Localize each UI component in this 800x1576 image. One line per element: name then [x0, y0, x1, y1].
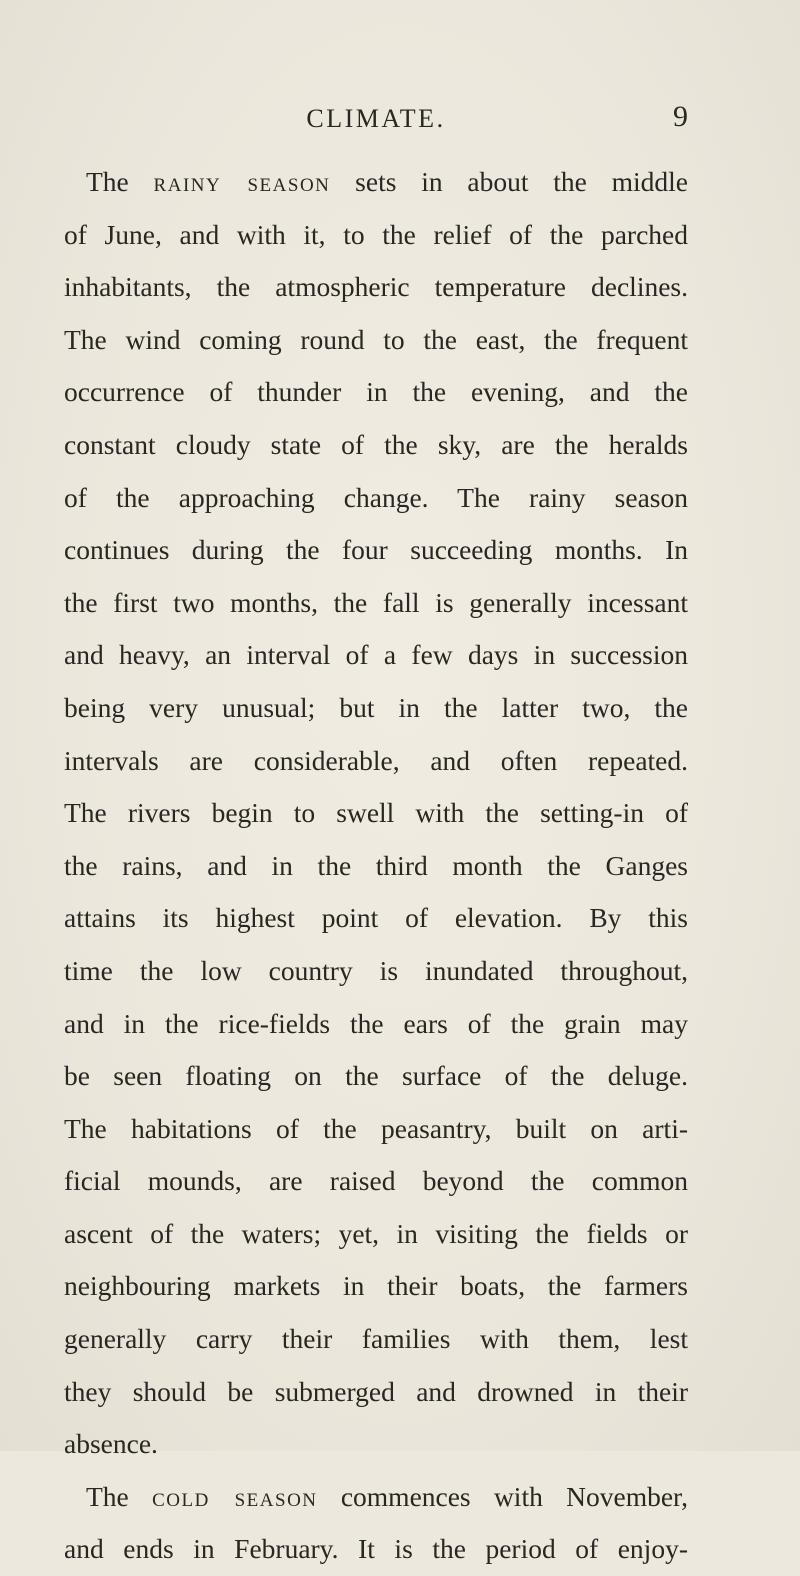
text-line: ascent of the waters; yet, in visiting the fields or [64, 1217, 688, 1249]
text-line: and in the rice-fields the ears of the grain may [64, 1007, 688, 1039]
text-line: attains its highest point of elevation. By this [64, 902, 688, 934]
lead-in-word: The [86, 166, 129, 197]
text-line: and ends in February. It is the period of enjoy- [64, 1533, 688, 1565]
text-line: being very unusual; but in the latter two, the [64, 691, 688, 723]
paragraph-rainy-season [64, 156, 688, 1471]
text-line: of the approaching change. The rainy season [64, 481, 688, 513]
text-line: inhabitants, the atmospheric temperature declines. [64, 271, 688, 303]
page-number: 9 [673, 100, 688, 133]
text-line-rest: sets in about the middle [355, 166, 688, 197]
text-line: absence. [64, 1428, 158, 1460]
text-line: continues during the four succeeding months. In [64, 534, 688, 566]
text-line: The wind coming round to the east, the frequent [64, 323, 688, 355]
text-line: the rains, and in the third month the Ganges [64, 849, 688, 881]
text-line [64, 1471, 688, 1524]
text-line: of June, and with it, to the relief of the parched [64, 218, 688, 250]
section-term: cold season [152, 1480, 318, 1512]
text-line: The rivers begin to swell with the setting-in of [64, 797, 688, 829]
text-line: The habitations of the peasantry, built on arti- [64, 1112, 688, 1144]
text-line: occurrence of thunder in the evening, and the [64, 376, 688, 408]
text-line: constant cloudy state of the sky, are the heralds [64, 428, 688, 460]
running-title: CLIMATE. [306, 104, 446, 133]
text-line: and heavy, an interval of a few days in succession [64, 639, 688, 671]
paragraph-cold-season [64, 1471, 688, 1576]
text-line: they should be submerged and drowned in their [64, 1375, 688, 1407]
text-line: the first two months, the fall is generally incessant [64, 586, 688, 618]
lead-in-word: The [86, 1480, 129, 1512]
text-line: ficial mounds, are raised beyond the common [64, 1165, 688, 1197]
text-line-rest: commences with November, [340, 1480, 688, 1512]
running-head [64, 100, 688, 140]
text-line: intervals are considerable, and often repeated. [64, 744, 688, 776]
body-text [64, 156, 688, 1576]
section-term: rainy season [153, 166, 331, 197]
text-line [64, 156, 688, 209]
text-line: generally carry their families with them, lest [64, 1323, 688, 1355]
text-line: neighbouring markets in their boats, the farmers [64, 1270, 688, 1302]
text-line: time the low country is inundated throughout, [64, 954, 688, 986]
text-line: be seen floating on the surface of the deluge. [64, 1060, 688, 1092]
